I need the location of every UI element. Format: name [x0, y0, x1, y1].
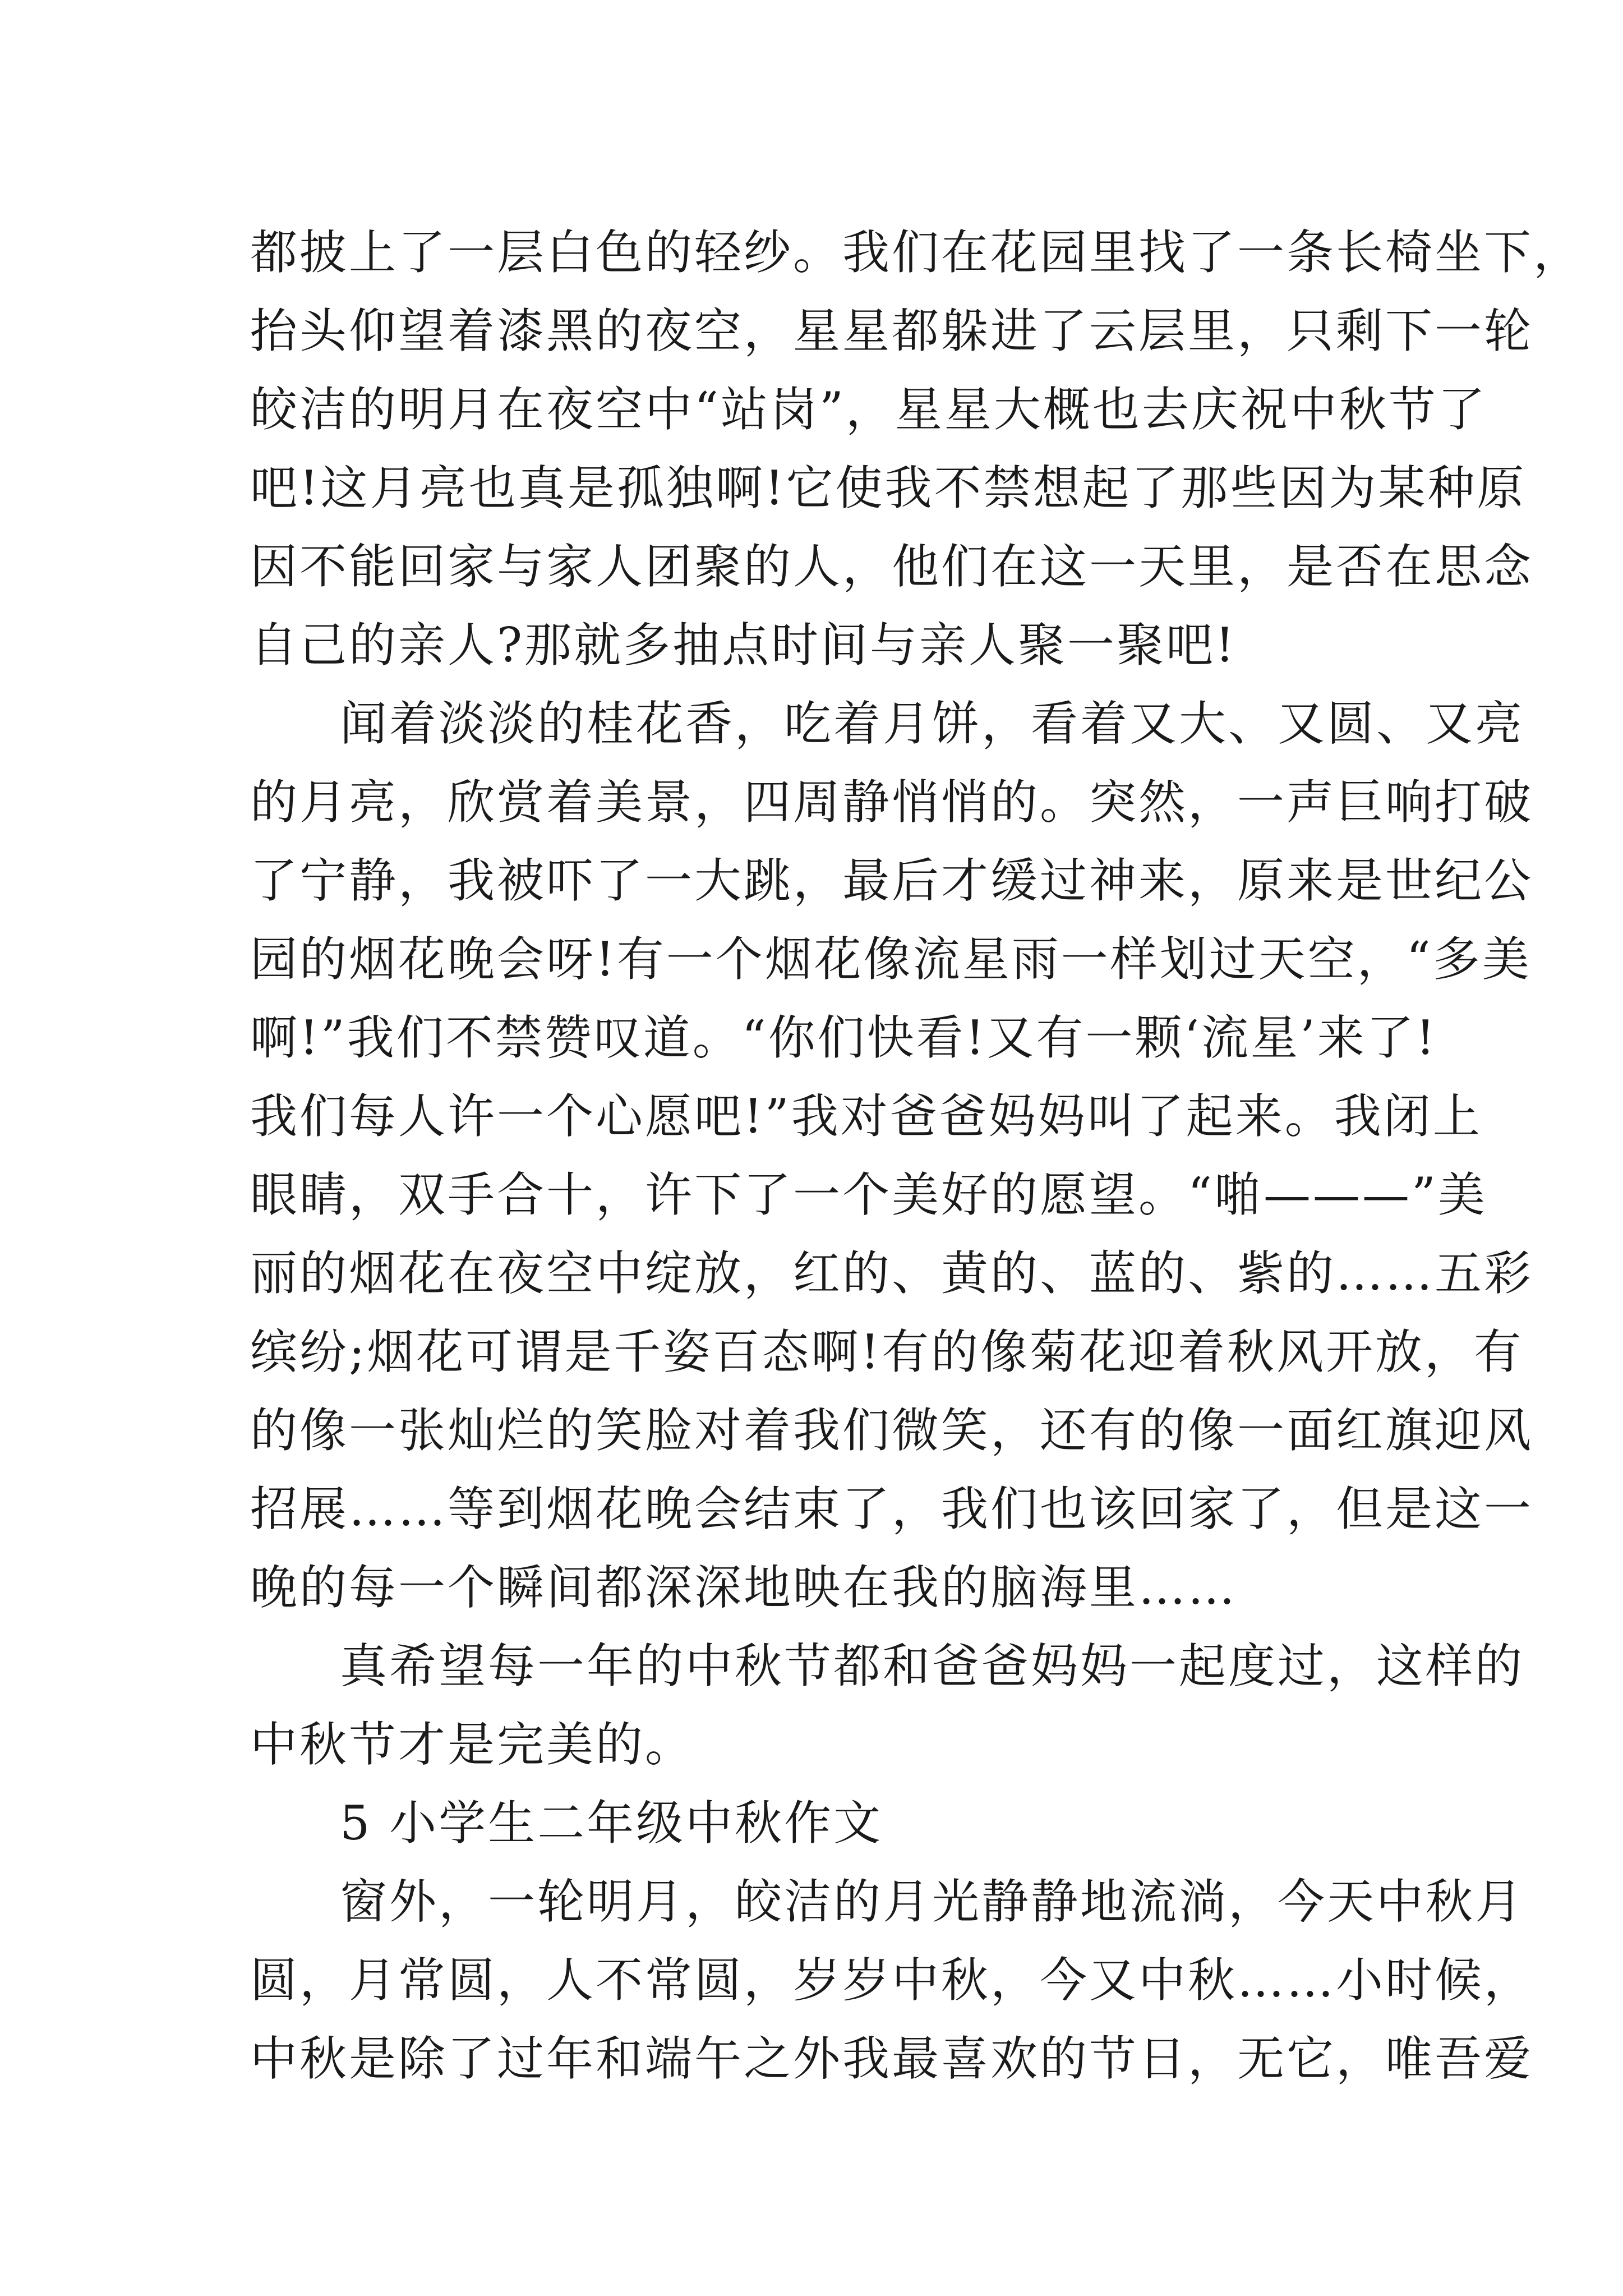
text-line: 缤纷;烟花可谓是千姿百态啊!有的像菊花迎着秋风开放，有 — [250, 1324, 1524, 1379]
text-line: 真希望每一年的中秋节都和爸爸妈妈一起度过，这样的 — [340, 1639, 1525, 1694]
text-line: 吧!这月亮也真是孤独啊!它使我不禁想起了那些因为某种原 — [250, 461, 1527, 516]
text-line: 啊!”我们不禁赞叹道。“你们快看!又有一颗‘流星’来了! — [250, 1010, 1437, 1065]
text-line: 中秋是除了过年和端午之外我最喜欢的节日，无它，唯吾爱 — [250, 2031, 1534, 2086]
text-line: 因不能回家与家人团聚的人，他们在这一天里，是否在思念 — [250, 539, 1534, 594]
text-line: 皎洁的明月在夜空中“站岗”，星星大概也去庆祝中秋节了 — [250, 382, 1487, 437]
text-line: 眼睛，双手合十，许下了一个美好的愿望。“啪———”美 — [250, 1167, 1487, 1222]
text-line: 园的烟花晚会呀!有一个烟花像流星雨一样划过天空，“多美 — [250, 932, 1532, 987]
text-line: 中秋节才是完美的。 — [250, 1717, 695, 1772]
text-line: 我们每人许一个心愿吧!”我对爸爸妈妈叫了起来。我闭上 — [250, 1089, 1482, 1144]
text-line: 窗外，一轮明月，皎洁的月光静静地流淌，今天中秋月 — [340, 1874, 1525, 1929]
section-heading: 5 小学生二年级中秋作文 — [340, 1796, 883, 1851]
text-line: 的像一张灿烂的笑脸对着我们微笑，还有的像一面红旗迎风 — [250, 1403, 1534, 1458]
text-line: 圆，月常圆，人不常圆，岁岁中秋，今又中秋……小时候， — [250, 1953, 1534, 2008]
text-line: 丽的烟花在夜空中绽放，红的、黄的、蓝的、紫的……五彩 — [250, 1246, 1534, 1301]
text-line: 闻着淡淡的桂花香，吃着月饼，看着又大、又圆、又亮 — [340, 696, 1525, 751]
text-line: 了宁静，我被吓了一大跳，最后才缓过神来，原来是世纪公 — [250, 853, 1534, 908]
text-line: 自己的亲人?那就多抽点时间与亲人聚一聚吧! — [250, 618, 1237, 673]
text-line: 抬头仰望着漆黑的夜空，星星都躲进了云层里，只剩下一轮 — [250, 303, 1534, 358]
text-line: 的月亮，欣赏着美景，四周静悄悄的。突然，一声巨响打破 — [250, 775, 1534, 830]
text-line: 招展……等到烟花晚会结束了，我们也该回家了，但是这一 — [250, 1481, 1534, 1536]
text-line: 都披上了一层白色的轻纱。我们在花园里找了一条长椅坐下， — [250, 225, 1583, 280]
text-line: 晚的每一个瞬间都深深地映在我的脑海里…… — [250, 1560, 1238, 1615]
